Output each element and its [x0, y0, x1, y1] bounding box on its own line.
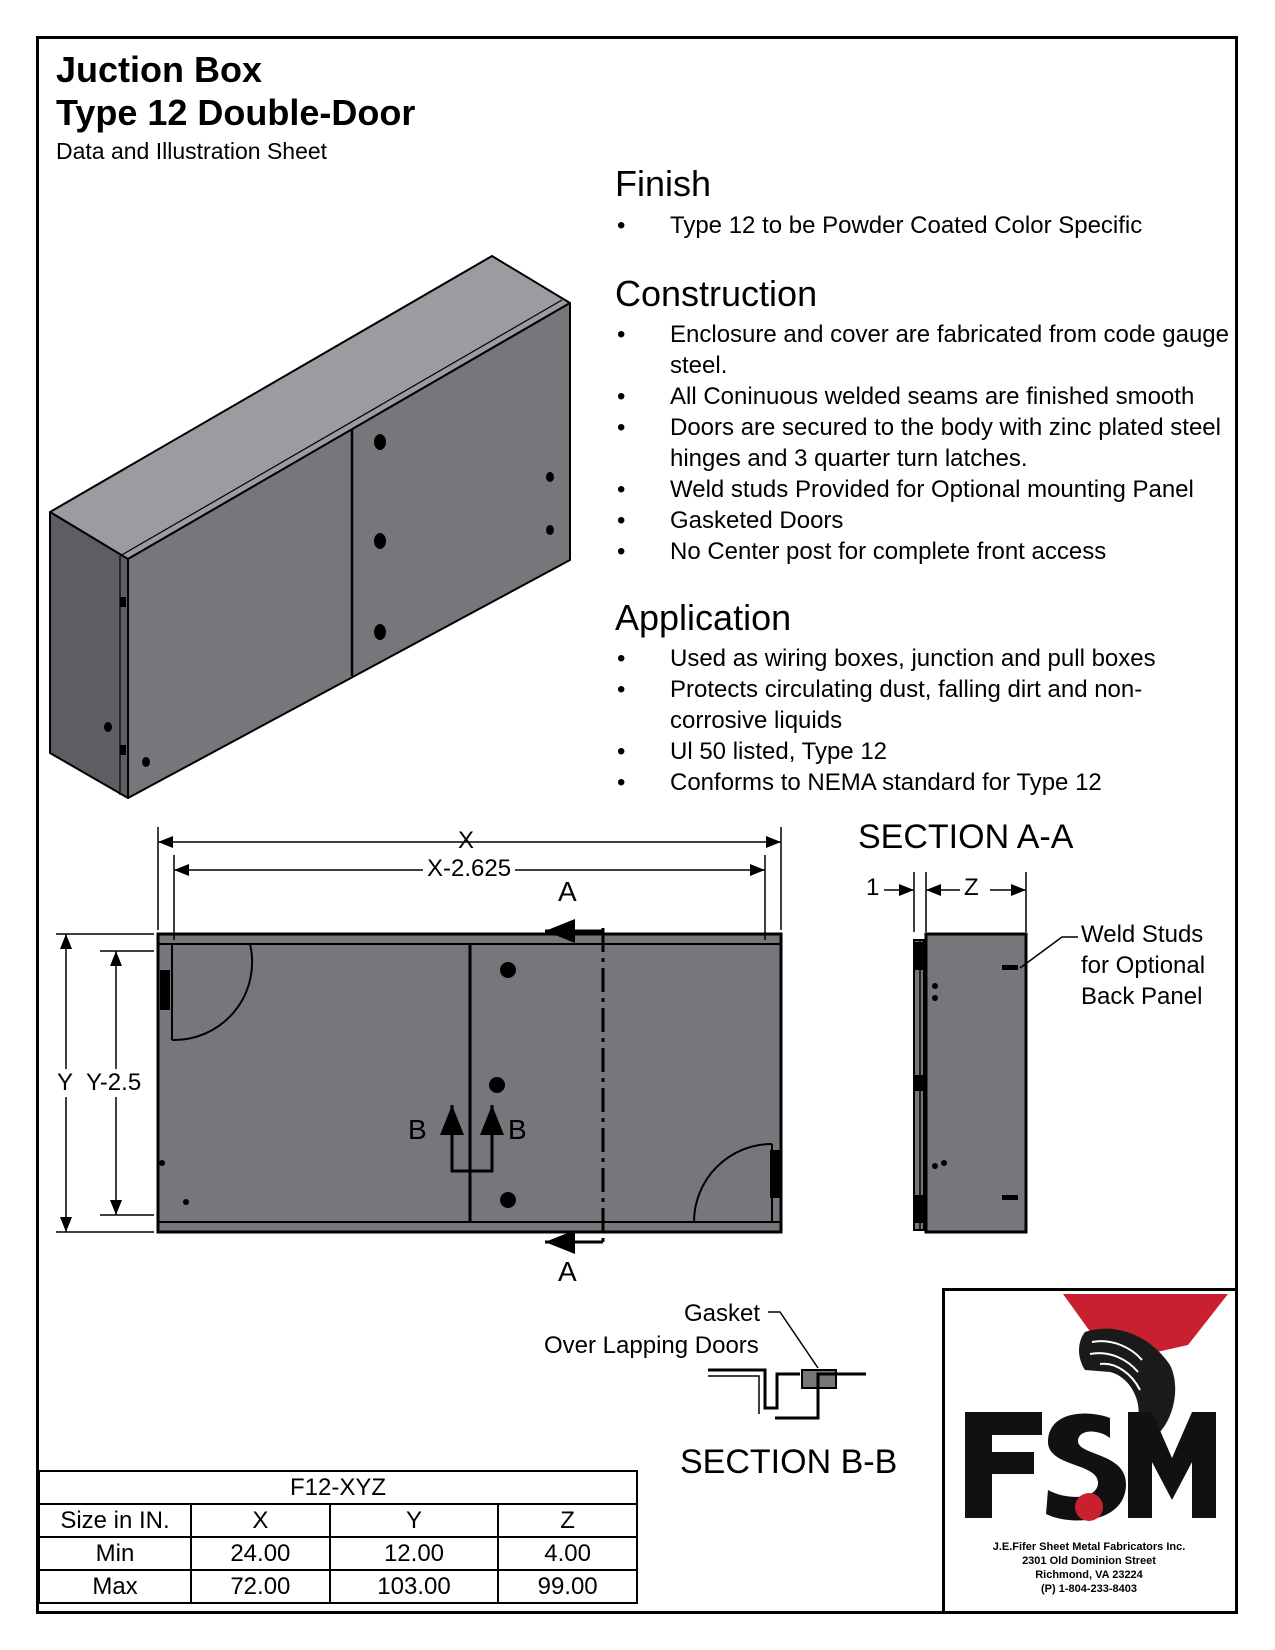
table-header: Z [498, 1504, 637, 1537]
weld-studs-callout-3: Back Panel [1081, 983, 1203, 1010]
finish-heading: Finish [615, 163, 712, 204]
section-aa-view [884, 872, 1078, 1232]
subtitle: Data and Illustration Sheet [56, 138, 328, 164]
table-cell: 99.00 [498, 1570, 637, 1603]
dimension-y-label: Y [57, 1069, 74, 1096]
weld-studs-callout-2: for Optional [1081, 952, 1206, 979]
section-aa-title: SECTION A-A [858, 818, 1074, 856]
table-cell: 72.00 [191, 1570, 330, 1603]
section-a-label-bottom: A [558, 1256, 577, 1287]
section-b-label-left: B [408, 1114, 427, 1145]
table-model: F12-XYZ [39, 1471, 637, 1504]
section-aa-dim-1: 1 [866, 874, 880, 901]
title-line-1: Juction Box [56, 49, 263, 90]
section-bb-title: SECTION B-B [680, 1443, 898, 1481]
application-item: • Used as wiring boxes, junction and pull boxes [615, 643, 1235, 674]
table-header: Size in IN. [39, 1504, 191, 1537]
size-table [38, 1470, 638, 1604]
title-line-2: Type 12 Double-Door [56, 92, 416, 133]
finish-item: • Type 12 to be Powder Coated Color Specific [615, 210, 1142, 241]
weld-stud-leader [1020, 937, 1078, 968]
gasket-leader [768, 1312, 818, 1368]
section-a-label-top: A [558, 876, 577, 907]
isometric-enclosure [50, 256, 570, 798]
section-aa-dim-z: Z [964, 874, 979, 901]
construction-item: • Weld studs Provided for Optional mounting Panel [615, 474, 1235, 505]
table-cell: 4.00 [498, 1537, 637, 1570]
company-city: Richmond, VA 23224 [1035, 1569, 1143, 1581]
company-name: J.E.Fifer Sheet Metal Fabricators Inc. [992, 1541, 1186, 1553]
table-row [39, 1537, 637, 1570]
application-item: • Conforms to NEMA standard for Type 12 [615, 767, 1235, 798]
table-row [39, 1570, 637, 1603]
weld-studs-callout-1: Weld Studs [1081, 921, 1204, 948]
overlap-doors-label: Over Lapping Doors [544, 1332, 759, 1359]
table-cell: 12.00 [330, 1537, 499, 1570]
dimension-x-label: X [458, 827, 475, 854]
company-street: 2301 Old Dominion Street [1022, 1555, 1156, 1567]
table-cell: Max [39, 1570, 191, 1603]
construction-item: • Gasketed Doors [615, 505, 1235, 536]
application-heading: Application [615, 597, 792, 638]
construction-item: • Enclosure and cover are fabricated from code gauge steel. [615, 319, 1235, 381]
section-b-label-right: B [508, 1114, 527, 1145]
gasket-label: Gasket [684, 1300, 761, 1327]
dimension-y-inner-label: Y-2.5 [86, 1069, 142, 1096]
dimension-x-inner-label: X-2.625 [423, 855, 515, 883]
application-item: • Protects circulating dust, falling dirt and non-corrosive liquids [615, 674, 1235, 736]
front-view [56, 827, 781, 1242]
table-cell: Min [39, 1537, 191, 1570]
company-phone: (P) 1-804-233-8403 [1040, 1583, 1137, 1595]
construction-item: • Doors are secured to the body with zinc plated steel hinges and 3 quarter turn latches. [615, 412, 1235, 474]
enclosure-left-side [50, 512, 128, 798]
company-address [948, 1540, 1230, 1596]
construction-item: • No Center post for complete front access [615, 536, 1235, 567]
table-header-row [39, 1504, 637, 1537]
construction-item: • All Coninuous welded seams are finished smooth [615, 381, 1235, 412]
table-cell: 103.00 [330, 1570, 499, 1603]
application-item: • Ul 50 listed, Type 12 [615, 736, 1235, 767]
table-header: X [191, 1504, 330, 1537]
construction-heading: Construction [615, 273, 818, 314]
table-row [39, 1471, 637, 1504]
table-cell: 24.00 [191, 1537, 330, 1570]
table-header: Y [330, 1504, 499, 1537]
